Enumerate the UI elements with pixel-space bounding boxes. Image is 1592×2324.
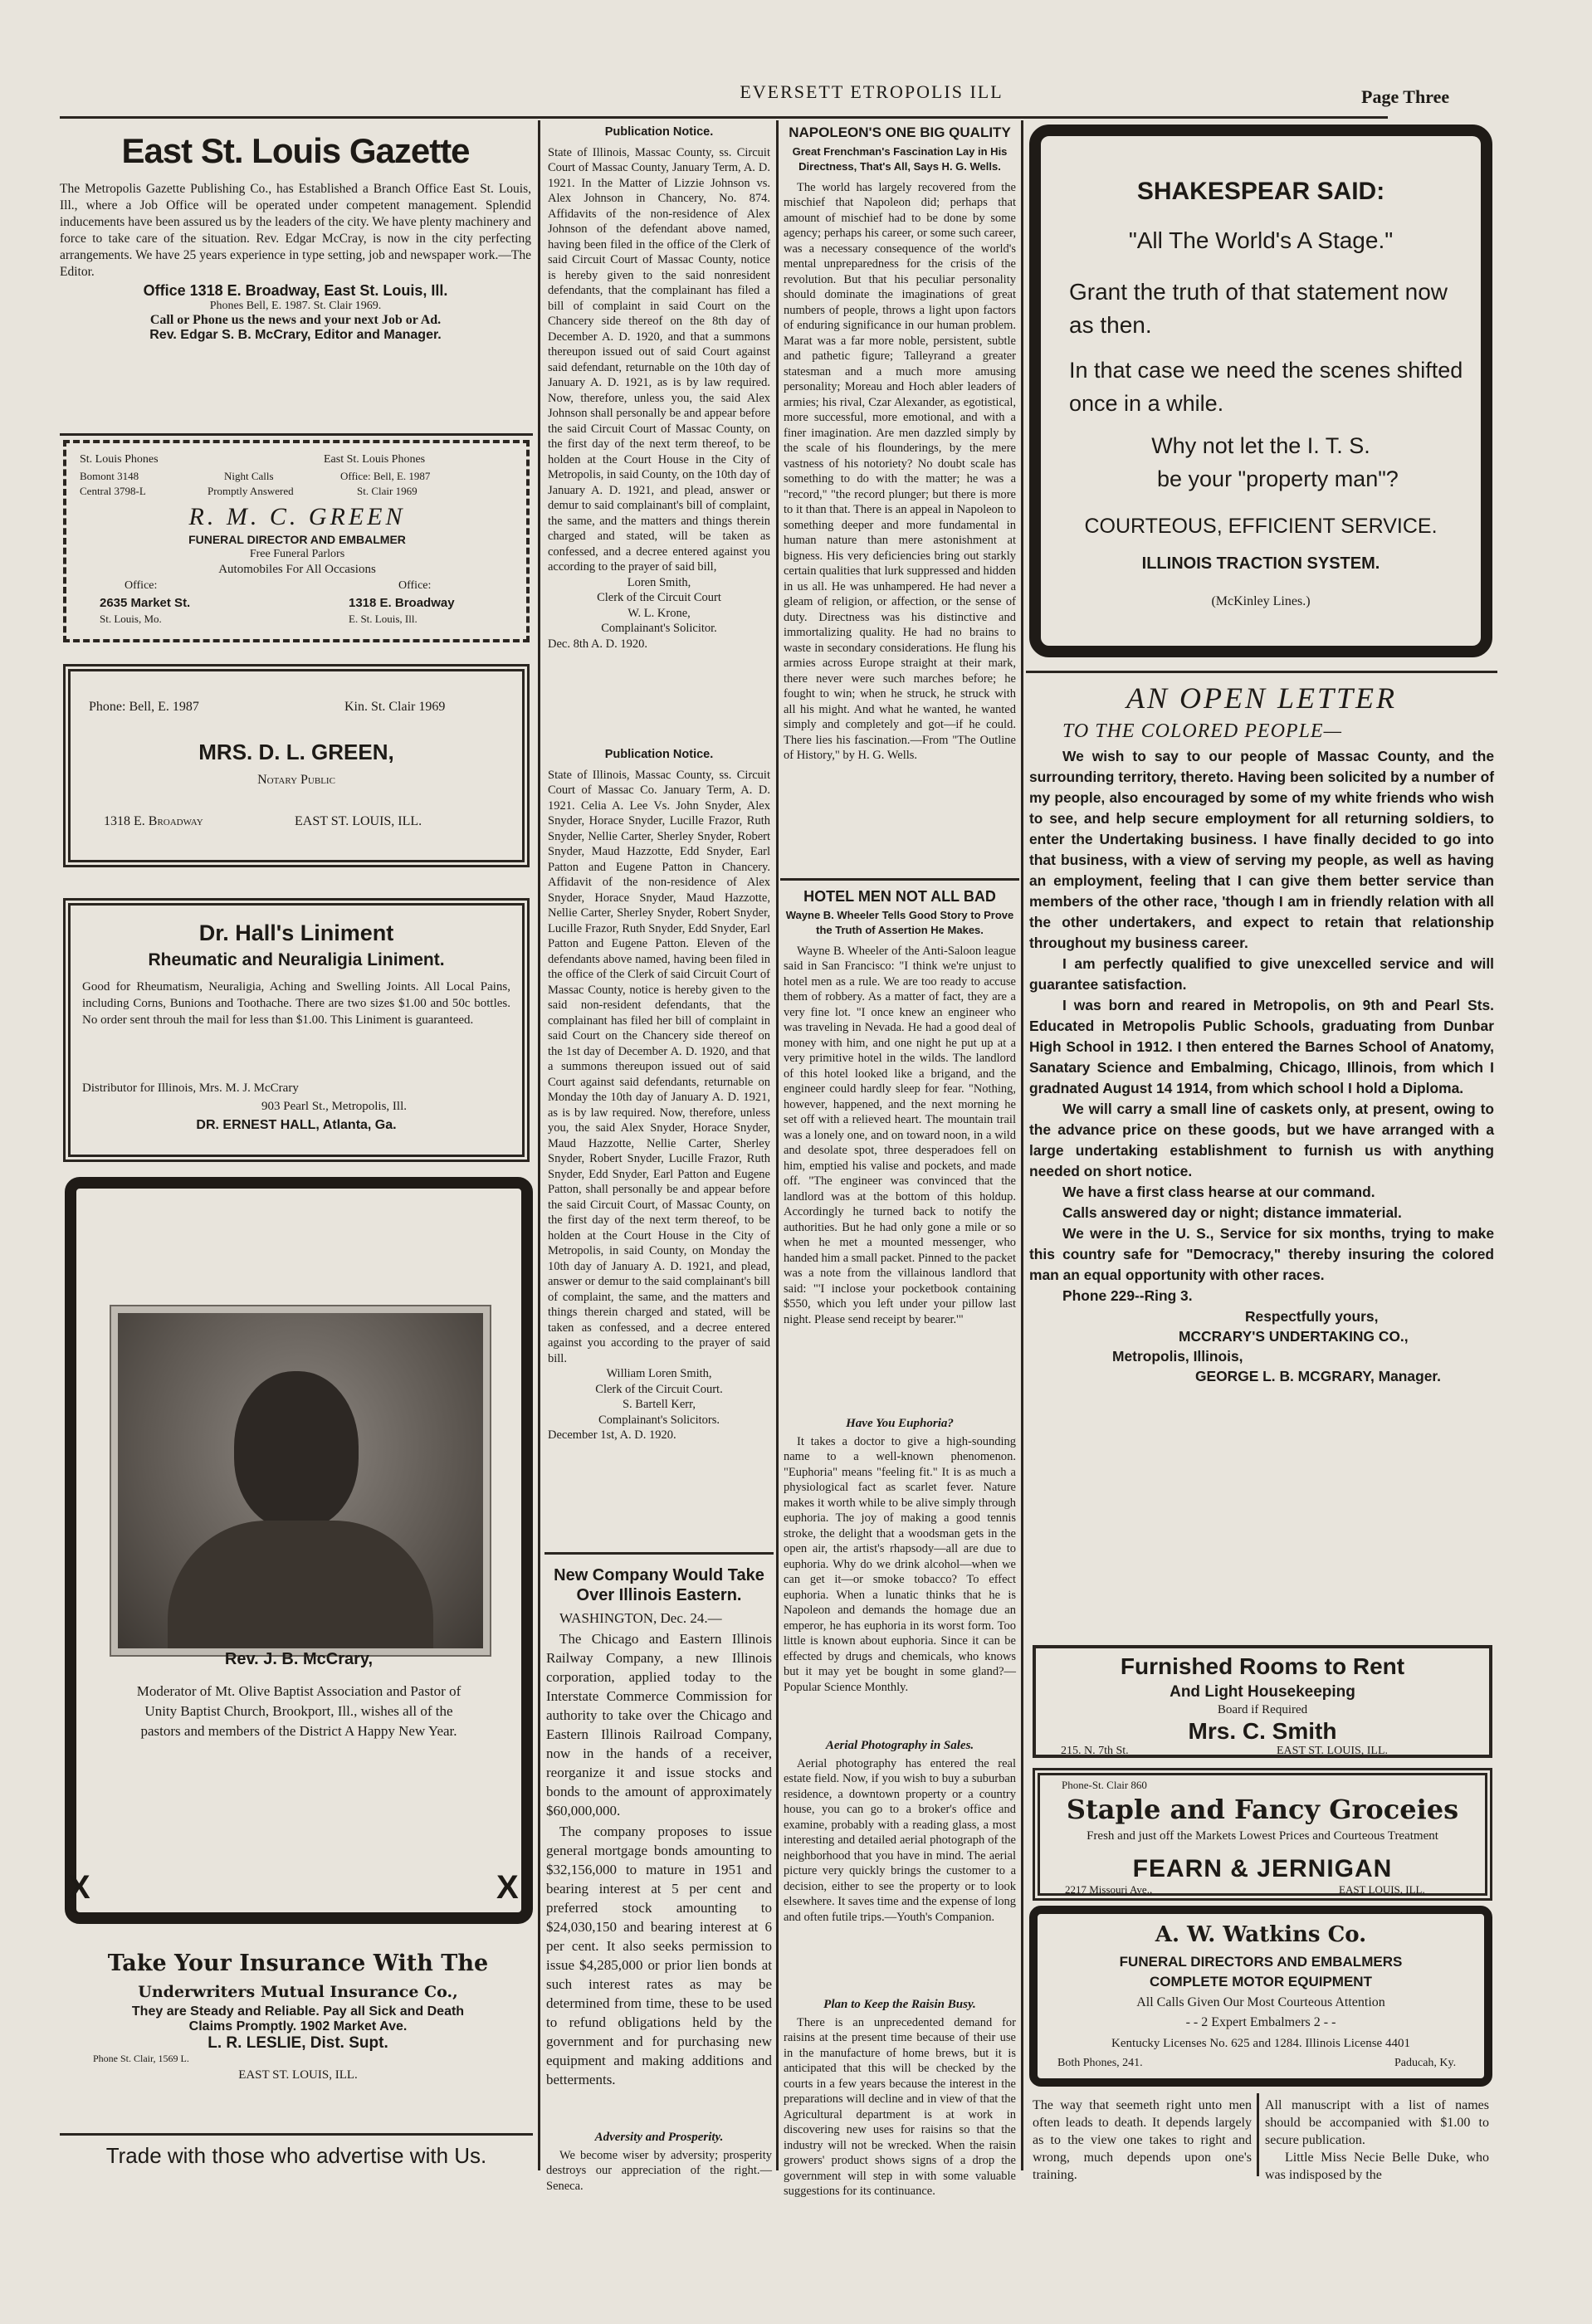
rule bbox=[60, 433, 533, 436]
railroad-title: New Company Would Take Over Illinois Eastern. bbox=[554, 1566, 764, 1604]
portrait-suit bbox=[168, 1521, 433, 1648]
rooms-subtitle: And Light Housekeeping bbox=[1170, 1683, 1355, 1701]
grocery-city: EAST LOUIS, ILL. bbox=[1339, 1883, 1425, 1896]
hotel-article bbox=[784, 884, 1016, 1407]
notice1-sign: W. L. Krone, bbox=[628, 606, 691, 620]
watkins-city: Paducah, Ky. bbox=[1394, 2057, 1457, 2069]
rooms-address: 215. N. 7th St. bbox=[1061, 1745, 1129, 1757]
rooms-title: Furnished Rooms to Rent bbox=[1120, 1653, 1405, 1679]
column-rule bbox=[776, 120, 779, 2170]
watkins-ad bbox=[1029, 1906, 1492, 2087]
open-letter bbox=[1029, 681, 1494, 1760]
letter-close: Respectfully yours, bbox=[1245, 1308, 1379, 1325]
x-ornament-left: X bbox=[68, 1869, 90, 1906]
green-title: FUNERAL DIRECTOR AND EMBALMER bbox=[188, 533, 406, 546]
railroad-body1: The Chicago and Eastern Illinois Railway Company, a new Illinois corporation, applied today to the Interstate Commerce Commission for authority to take over the Chicago and Eastern Illinois Railroad Company, now in the hands of a receiver, reorganize it and issue stocks and bonds to the amount of approximately $60,000,000. bbox=[546, 1631, 772, 1819]
liniment-title: Dr. Hall's Liniment bbox=[198, 920, 394, 945]
shakespear-ad bbox=[1029, 124, 1492, 657]
portrait-head bbox=[234, 1371, 359, 1529]
notice2-body: State of Illinois, Massac County, ss. Circuit Court of Massac Co. January Term, A. D. 1921. Celia A. Lee Vs. John Snyder, Alex Snyder, Horace Snyder, Lucille Frazor, Ruth Snyder, Nellie Carter, Sherley Snyder, Robert Snyder, Maud Hazzotte, Edd Snyder, Earl Patton and Eugene Patton in Chancery. Affidavit of the non-residence of Alex Snyder, Horace Snyder, Maud Hazzotte, Nellie Carter, Sherley Snyder, Robert Snyder, Lucille Frazor, Ruth Snyder, Edd Snyder, Earl Patton and Eugene Patton. Eleven of the defendants above named, having been filed in the office of the Clerk of said Circuit Court of Massac County, notice is hereby given to the said non-resident defendants, that the complainant has filed her bill of complaint in said Court on the Chancery side thereof on the 1st day of December A. D. 1920, and that a summons thereupon issued out of said Court against said defendants, returnable on Monday the 10th day of January A. D. 1921, as is by law required. Now, therefore, unless you, the said Alex Snyder, Horace Snyder, Maud Hazzotte, Nellie Carter, Sherley Snyder, Robert Snyder, Lucille Frazor, Ruth Snyder, Edd Snyder, Earl Patton and Eugene Patton, shall personally be and appear before the said Circuit Court, of Massac County, on the first day of the next term thereof, to be holden at the Court House in the City of Metropolis, in said County, on Monday the 10th day of January A. D. 1921, and plead, answer or demur to the said complainant's bill of complaint, the same, and the matters and things therein charged and stated, will be taken as confessed, and a decree entered against you according to the prayer of said bill. bbox=[548, 768, 770, 1365]
letter-p5: We have a first class hearse at our command. bbox=[1062, 1184, 1375, 1200]
phone-line: Bomont 3148 bbox=[80, 470, 139, 482]
east-st-louis-phones-label: East St. Louis Phones bbox=[324, 453, 426, 466]
masthead-title: EVERSETT ETROPOLIS ILL bbox=[740, 81, 1004, 102]
notice2-date: December 1st, A. D. 1920. bbox=[548, 1428, 676, 1442]
notice1-date: Dec. 8th A. D. 1920. bbox=[548, 637, 648, 651]
railroad-article bbox=[546, 1560, 772, 2116]
rule bbox=[1026, 671, 1497, 673]
shakespear-service: COURTEOUS, EFFICIENT SERVICE. bbox=[1084, 515, 1438, 538]
grocery-title: Staple and Fancy Groceies bbox=[1066, 1794, 1459, 1825]
shakespear-line1: Grant the truth of that statement now as then. bbox=[1069, 279, 1448, 338]
green-name: R. M. C. GREEN bbox=[188, 503, 406, 530]
rule bbox=[545, 1552, 774, 1555]
liniment-doctor: DR. ERNEST HALL, Atlanta, Ga. bbox=[196, 1118, 397, 1132]
letter-p6: Calls answered day or night; distance immaterial. bbox=[1062, 1204, 1402, 1221]
manuscript-note: All manuscript with a list of names should be accompanied with $1.00 to secure publication. bbox=[1265, 2098, 1489, 2147]
letter-p3: I was born and reared in Metropolis, on 9th and Pearl Sts. Educated in Metropolis Public Schools, graduating from Dunbar High School in 1912. I then entered the Barnes School of Anatomy, Sanatary Science and Embalming, Chicago, Illinois, from which I gradnated August 14 1914, from which school I hold a Diploma. bbox=[1029, 997, 1494, 1096]
raisin-article bbox=[784, 1992, 1016, 2198]
phone-line: Central 3798-L bbox=[80, 485, 146, 497]
insurance-ad bbox=[63, 1942, 533, 2108]
notice2-sign: Complainant's Solicitors. bbox=[598, 1413, 720, 1427]
phone-line: Office: Bell, E. 1987 bbox=[340, 470, 431, 482]
insurance-line1: They are Steady and Reliable. Pay all Sick and Death bbox=[131, 2004, 465, 2019]
adversity-title: Adversity and Prosperity. bbox=[594, 2131, 724, 2144]
green-funeral-ad bbox=[63, 440, 530, 642]
notary-phone: Phone: Bell, E. 1987 bbox=[89, 700, 199, 714]
notice2-sign: Clerk of the Circuit Court. bbox=[595, 1382, 723, 1396]
notice1-sign: Loren Smith, bbox=[627, 575, 691, 589]
office-label: Office: bbox=[125, 579, 158, 592]
rule bbox=[60, 2133, 533, 2136]
shakespear-line4: be your "property man"? bbox=[1157, 466, 1399, 491]
letter-p8: Phone 229--Ring 3. bbox=[1062, 1287, 1193, 1304]
rooms-city: EAST ST. LOUIS, ILL. bbox=[1277, 1745, 1389, 1757]
night-calls: Night Calls bbox=[224, 470, 274, 482]
shakespear-lines: (McKinley Lines.) bbox=[1211, 594, 1311, 608]
x-ornament-right: X bbox=[496, 1869, 519, 1906]
watkins-line5: Kentucky Licenses No. 625 and 1284. Illinois License 4401 bbox=[1111, 2037, 1410, 2050]
watkins-line2: COMPLETE MOTOR EQUIPMENT bbox=[1150, 1974, 1372, 1990]
notary-kin: Kin. St. Clair 1969 bbox=[344, 700, 446, 714]
letter-title: AN OPEN LETTER bbox=[1126, 681, 1398, 715]
notice2-sign: William Loren Smith, bbox=[606, 1367, 712, 1380]
aerial-article bbox=[784, 1733, 1016, 1982]
gazette-body: The Metropolis Gazette Publishing Co., has Established a Branch Office East St. Louis, Ill., where a Job Office will be operated under competent management. Splendid inducements have been assured us by the leaders of the city. We have plenty machinery and force to take care of the situation. Rev. Edgar McCray, is now in the city perfecting arrangements. We have 25 years experience in type setting, job and newspaper work.—The Editor. bbox=[60, 182, 531, 279]
notary-name: MRS. D. L. GREEN, bbox=[198, 740, 394, 764]
liniment-subtitle: Rheumatic and Neuraligia Liniment. bbox=[148, 950, 445, 969]
grocery-phone: Phone-St. Clair 860 bbox=[1062, 1779, 1147, 1791]
page-number: Page Three bbox=[1361, 86, 1450, 107]
grocery-address: 2217 Missouri Ave., bbox=[1065, 1883, 1153, 1896]
column-rule bbox=[1257, 2093, 1259, 2176]
notary-ad bbox=[63, 664, 530, 867]
napoleon-body: The world has largely recovered from the mischief that Napoleon did; perhaps that amount of mischief had to be done by some agency; perhaps his career, or some such career, was a necessary consequence of the world's mental unpreparedness for the crisis of the revolution. But that his peculiar personality should dominate the imaginations of great numbers of people, throws a light upon factors of enduring significance in our human problem. Marat was a far more noble, persistent, subtle and pathetic figure; Talleyrand a greater statesman and a much more amusing personality; Moreau and Hoch abler leaders of armies; his rival, Czar Alexander, as egotistical, more successful, more emotional, and with a finer imagination. Are men dazzled simply by the scale of his flounderings, by the mere vastness of his notoriety? No doubt scale has something to do with the matter; he was a "record," "the record plunger; but there is more to it than that. There is an appeal in Napoleon to something deeper and more fundamental in human nature than mere astonishment at bigness. His very deficiencies bring out starkly certain qualities that lurk suppressed and hidden in us all. He was unhampered. He had never a gleam of religion, or affection, or the sense of duty. Directness was his distinctive and immortalizing quality. He had no brains to waste in secondary considerations. He flung his armies across Europe straight at their mark, there never were such marches before; he fought to win; when he struck, he struck with all his might. And what he wanted, he wanted simply and completely and got—if he could. There lies his fascination.—From "The Outline of History," by H. G. Wells. bbox=[784, 180, 1016, 762]
gazette-office: Office 1318 E. Broadway, East St. Louis, Ill. bbox=[143, 282, 448, 299]
portrait-photo bbox=[118, 1313, 483, 1648]
office-label: Office: bbox=[398, 579, 432, 592]
watkins-line4: - - 2 Expert Embalmers 2 - - bbox=[1185, 2015, 1336, 2029]
column-rule bbox=[538, 120, 540, 2170]
aerial-title: Aerial Photography in Sales. bbox=[825, 1739, 974, 1752]
promptly-answered: Promptly Answered bbox=[208, 485, 294, 497]
liniment-distributor: Distributor for Illinois, Mrs. M. J. McCrary bbox=[82, 1081, 299, 1095]
shakespear-line2: In that case we need the scenes shifted once in a while. bbox=[1069, 358, 1463, 416]
liniment-address: 903 Pearl St., Metropolis, Ill. bbox=[261, 1100, 407, 1113]
bottom-left-note: The way that seemeth right unto men often leads to death. It depends largely as to the view one takes to right and wrong, much depends upon one's training. bbox=[1033, 2098, 1252, 2182]
watkins-line1: FUNERAL DIRECTORS AND EMBALMERS bbox=[1119, 1954, 1403, 1970]
hotel-body: Wayne B. Wheeler of the Anti-Saloon league said in San Francisco: "I think we're unjust to hotel men as a rule. We are too ready to accuse them of robbery. As a matter of fact, they are a very fine lot. "I once knew an engineer who was traveling in Nevada. He had a good deal of money with him, and one night he put up at a very primitive hotel in the wilds. The landlord of this hotel looked like a brigand, and the engineer could hardly sleep for fear. "Nothing, however, happened, and the next morning he set off with a relieved heart. The mountain trail was a lonely one, and on toward noon, in a wild and desolate spot, three desperadoes fell on him, emptied his valise and pockets, and made off. "The engineer was convinced that the landlord was at the bottom of this holdup. Accordingly he turned back to notify the authorities. But he had only gone a mile or so when he met a mounted messenger, who handed him a small packet. Pinned to the packet was a note from the villainous landlord that said: "'I inclose your pocketbook containing $550, which you left under your pillow last night. Please send receipt by bearer.'" bbox=[784, 944, 1016, 1326]
napoleon-article bbox=[784, 120, 1016, 867]
city-left: St. Louis, Mo. bbox=[100, 613, 162, 625]
watkins-line3: All Calls Given Our Most Courteous Attention bbox=[1136, 1995, 1385, 2009]
shakespear-quote: "All The World's A Stage." bbox=[1128, 227, 1394, 253]
napoleon-title: NAPOLEON'S ONE BIG QUALITY bbox=[789, 124, 1011, 140]
notice2-sign: S. Bartell Kerr, bbox=[622, 1398, 696, 1411]
personal-note: Little Miss Necie Belle Duke, who was indisposed by the bbox=[1265, 2151, 1489, 2182]
letter-p1: We wish to say to our people of Massac County, and the surrounding territory, thereto. Having been solicited by a number of my people, also encouraged by some of my white friends who wish to see, and help secure employment for all returning soldiers, to enter the Undertaking business. I have finally decided to go into that business, with a view of serving my people, as well as having an employment, feeling that I can give them better service than members of the other race, 'though I am in friendly relation with all the other undertakers, and expect to retain that relationship throughout my business career. bbox=[1029, 748, 1494, 951]
notary-address: 1318 E. Broadway bbox=[104, 814, 203, 828]
adversity-body: We become wiser by adversity; prosperity destroys our appreciation of the right.—Seneca. bbox=[546, 2148, 772, 2193]
watkins-phones: Both Phones, 241. bbox=[1057, 2057, 1143, 2069]
address-right: 1318 E. Broadway bbox=[349, 596, 455, 610]
notary-city: EAST ST. LOUIS, ILL. bbox=[295, 814, 422, 828]
letter-close: Metropolis, Illinois, bbox=[1112, 1348, 1243, 1365]
insurance-agent: L. R. LESLIE, Dist. Supt. bbox=[208, 2034, 388, 2052]
column-rule bbox=[1021, 120, 1023, 2170]
hotel-title: HOTEL MEN NOT ALL BAD bbox=[803, 888, 996, 905]
bottom-right-notes bbox=[1265, 2097, 1489, 2184]
insurance-phone: Phone St. Clair, 1569 L. bbox=[93, 2053, 189, 2064]
portrait-name: Rev. J. B. McCrary, bbox=[224, 1650, 374, 1668]
grocery-name: FEARN & JERNIGAN bbox=[1132, 1855, 1393, 1882]
notice1-title: Publication Notice. bbox=[604, 125, 714, 139]
gazette-ad bbox=[60, 124, 531, 436]
letter-p2: I am perfectly qualified to give unexcelled service and will guarantee satisfaction. bbox=[1029, 955, 1494, 993]
letter-close: MCCRARY'S UNDERTAKING CO., bbox=[1179, 1328, 1409, 1345]
grocery-ad bbox=[1033, 1768, 1492, 1901]
notice1-body: State of Illinois, Massac County, ss. Circuit Court of Massac County, January Term, A. D. 1921. In the Matter of Lizzie Johnson vs. Alex Johnson in Chancery, No. 874. Affidavits of the non-residence of Alex Johnson of the defendant above named, having been filed in the office of the Clerk of said Circuit Court of Massac County, notice is hereby given to the said nonresident defendants, that the complainant has filed a bill of complaint in said Court on the Chancery side thereof on the 8th day of December A. D. 1920, and that a summons thereupon issued out of said Court against said defendant, returnable on the 10th day of January A. D. 1921, as is by law required. Now, therefore, unless you, the said Alex Johnson shall personally be and appear before the said Circuit Court of Massac County, on the first day of the next term thereof, to be holden at the Court House in the City of Metropolis, in said County, on the 10th day of January A. D. 1921, and plead, answer or demur to said complainant's bill of complaint, the same, and the matters and things therein charged and stated, will be taken as confessed, and a decree entered against you according to the prayer of said bill, bbox=[548, 145, 770, 574]
raisin-body: There is an unprecedented demand for raisins at the present time because of their use in the manufacture of home brews, but it is anticipated that this will be checked by the courts in a few years because the interest in the preparations will decline and in view of that the Agricultural department is at work in discovering new uses for raisins so that the industry will not be wrecked. When the raisin growers' product shows signs of a drop the government will step in with some valuable suggestions for its continuance. bbox=[784, 2015, 1016, 2198]
notice1-sign: Clerk of the Circuit Court bbox=[597, 591, 721, 604]
portrait-caption: Moderator of Mt. Olive Baptist Association and Pastor of Unity Baptist Church, Brookport, Ill., wishes all of the pastors and members of the District A Happy New Year. bbox=[136, 1683, 461, 1739]
railroad-body2: The company proposes to issue general mortgage bonds amounting to $32,156,000 to mature in 1951 and bearing interest at 5 per cent and preferred stock amounting to $24,030,150 and bearing interest at 6 per cent. It also seeks permission to issue $4,285,000 or prior lien bonds at such interest rates as may be determined from time, these to be used to refund obligations held by the government and for purchasing new equipment and making additions and betterments. bbox=[546, 1824, 772, 2087]
watkins-title: A. W. Watkins Co. bbox=[1155, 1922, 1367, 1947]
insurance-city: EAST ST. LOUIS, ILL. bbox=[238, 2068, 358, 2082]
rooms-board: Board if Required bbox=[1217, 1703, 1308, 1716]
notary-title: Notary Public bbox=[257, 773, 335, 787]
notice2-title: Publication Notice. bbox=[604, 748, 714, 761]
raisin-title: Plan to Keep the Raisin Busy. bbox=[823, 1998, 976, 2011]
publication-notice-1 bbox=[548, 124, 770, 764]
insurance-title: Take Your Insurance With The bbox=[107, 1950, 489, 1976]
st-louis-phones-label: St. Louis Phones bbox=[80, 453, 159, 466]
gazette-editor: Rev. Edgar S. B. McCrary, Editor and Manager. bbox=[149, 328, 442, 342]
rooms-name: Mrs. C. Smith bbox=[1188, 1718, 1337, 1744]
adversity-article bbox=[546, 2125, 772, 2193]
phone-line: St. Clair 1969 bbox=[357, 485, 418, 497]
napoleon-subtitle: Great Frenchman's Fascination Lay in His Directness, That's All, Says H. G. Wells. bbox=[792, 144, 1008, 173]
grocery-tagline: Fresh and just off the Markets Lowest Prices and Courteous Treatment bbox=[1087, 1829, 1438, 1843]
address-left: 2635 Market St. bbox=[100, 596, 191, 610]
shakespear-company: ILLINOIS TRACTION SYSTEM. bbox=[1141, 554, 1380, 573]
shakespear-title: SHAKESPEAR SAID: bbox=[1136, 178, 1385, 205]
letter-p7: We were in the U. S., Service for six months, trying to make this country safe for "Democracy," thereby insuring the colored man an equal opportunity with other races. bbox=[1029, 1225, 1494, 1283]
trade-slogan: Trade with those who advertise with Us. bbox=[105, 2143, 487, 2168]
euphoria-title: Have You Euphoria? bbox=[846, 1417, 954, 1430]
masthead-rule bbox=[60, 116, 1388, 119]
insurance-company: Underwriters Mutual Insurance Co., bbox=[138, 1983, 458, 2001]
liniment-ad bbox=[63, 898, 530, 1162]
city-right: E. St. Louis, Ill. bbox=[349, 613, 418, 625]
portrait-frame bbox=[110, 1305, 491, 1657]
letter-close: GEORGE L. B. MCGRARY, Manager. bbox=[1195, 1368, 1442, 1384]
green-parlors: Free Funeral Parlors bbox=[249, 548, 345, 560]
insurance-line2: Claims Promptly. 1902 Market Ave. bbox=[188, 2019, 408, 2034]
notice1-sign: Complainant's Solicitor. bbox=[601, 622, 717, 635]
letter-subtitle: TO THE COLORED PEOPLE— bbox=[1062, 720, 1342, 742]
euphoria-article bbox=[784, 1411, 1016, 1731]
rule bbox=[780, 878, 1019, 881]
green-autos: Automobiles For All Occasions bbox=[218, 563, 376, 576]
hotel-subtitle: Wayne B. Wheeler Tells Good Story to Prove the Truth of Assertion He Makes. bbox=[785, 908, 1014, 936]
shakespear-line3: Why not let the I. T. S. bbox=[1151, 433, 1370, 458]
portrait-box bbox=[65, 1177, 533, 1924]
gazette-phones: Phones Bell, E. 1987. St. Clair 1969. bbox=[209, 300, 382, 312]
gazette-call: Call or Phone us the news and your next Job or Ad. bbox=[149, 313, 442, 327]
aerial-body: Aerial photography has entered the real estate field. Now, if you wish to buy a suburban residence, a downtown property or a country house, you can go to a broker's office and examine, probably with a reading glass, a most interesting and detailed aerial photograph of the neighborhood that you have in mind. The aerial picture very quickly brings the customer to a decision, either to see the property or to look elsewhere. It saves time and the expense of long and often futile trips.—Youth's Companion. bbox=[784, 1756, 1016, 1924]
euphoria-body: It takes a doctor to give a high-sounding name to a well-known phenomenon. "Euphoria" means "feeling fit." It is as much a physiological fact as scarlet fever. Nature makes it worth while to be alive simply through euphoria. The joy of making a good tennis stroke, the delight that a woodsman gets in the open air, the artist's rhapsody—all are due to euphoria. Why do we drink alcohol—when we can get it—or smoke tobacco? To effect euphoria. When a lunatic thinks that he is Napoleon and demands the homage due an emperor, he has euphoria in its worst form. Too little is known about euphoria. Since it can be effected by drugs and chemicals, who knows but it may yet be bought in some gland?—Popular Science Monthly. bbox=[784, 1434, 1016, 1694]
rooms-ad bbox=[1033, 1645, 1492, 1758]
gazette-title: East St. Louis Gazette bbox=[121, 131, 470, 170]
letter-p4: We will carry a small line of caskets only, at present, owing to the advance price on these goods, but we have arranged with a large undertaking establishment to furnish us with anything needed on short notice. bbox=[1029, 1101, 1494, 1179]
liniment-body: Good for Rheumatism, Neuraligia, Aching and Swelling Joints. All Local Pains, including Corns, Bunions and Toothache. There are two sizes $1.00 and 50c bottles. No order sent throuh the mail for less than $1.00. This Liniment is guaranteed. bbox=[82, 980, 510, 1027]
railroad-dateline: WASHINGTON, Dec. 24.— bbox=[559, 1610, 722, 1626]
publication-notice-2 bbox=[548, 747, 770, 1560]
